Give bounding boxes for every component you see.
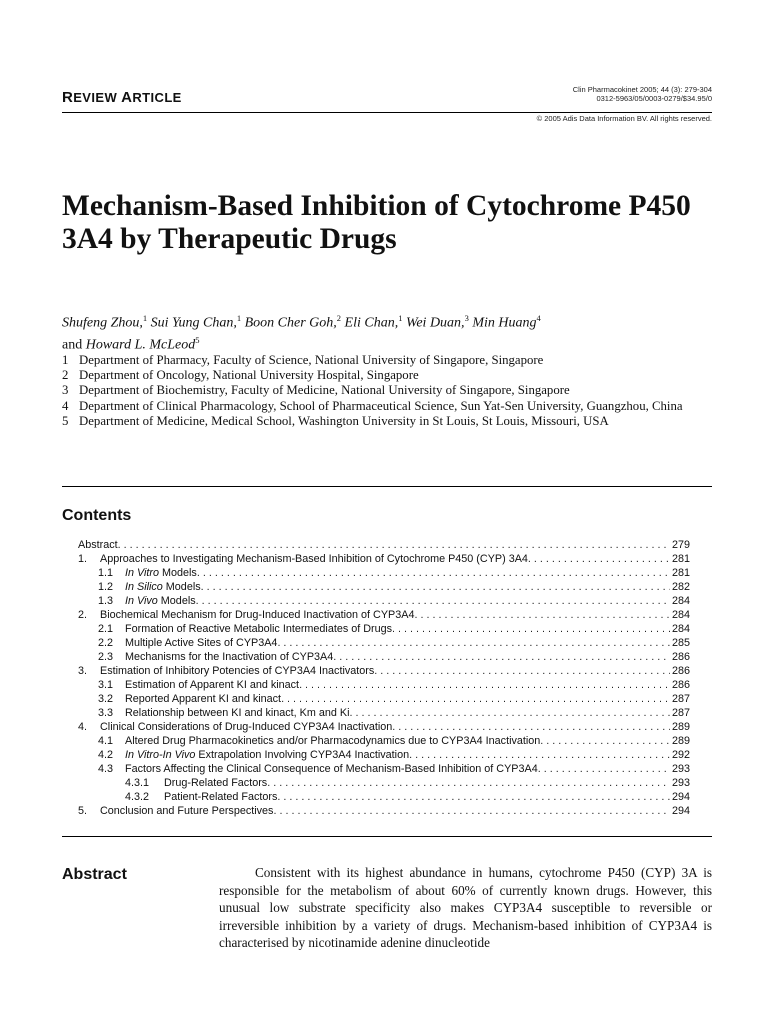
toc-entry[interactable] <box>78 748 690 762</box>
author-affiliation-ref: 1 <box>142 313 148 323</box>
toc-title <box>78 538 118 552</box>
toc-title <box>125 580 201 594</box>
toc-entry[interactable] <box>78 678 690 692</box>
article-title: Mechanism-Based Inhibition of Cytochrome P450 3A4 by Therapeutic Drugs <box>62 190 691 255</box>
toc-title-part: Approaches to Investigating Mechanism-Based Inhibition of Cytochrome P450 (CYP) 3A4 <box>100 553 528 565</box>
affiliation-list <box>62 353 712 429</box>
section-label-rest: RTICLE <box>132 90 182 105</box>
author-list <box>62 310 712 353</box>
toc-entry[interactable] <box>78 580 690 594</box>
toc-entry[interactable] <box>78 734 690 748</box>
toc-number: 1. <box>78 553 88 565</box>
toc-page-number: 294 <box>671 805 690 817</box>
toc-leader-dots <box>392 622 670 636</box>
journal-line-2: 0312-5963/05/0003-0279/$34.95/0 <box>596 93 712 103</box>
toc-title <box>125 762 538 776</box>
toc-page-number: 279 <box>671 539 690 551</box>
author-name: Howard L. McLeod <box>85 337 196 353</box>
toc-entry[interactable] <box>78 594 690 608</box>
toc-title <box>125 706 349 720</box>
author-name: Sui Yung Chan, <box>150 315 237 331</box>
toc-leader-dots <box>392 720 670 734</box>
affiliation-item <box>62 368 712 383</box>
toc-title-part: Models <box>162 581 201 593</box>
toc-title-part: Biochemical Mechanism for Drug-Induced Inactivation of CYP3A4 <box>100 609 415 621</box>
toc-title-part: Conclusion and Future Perspectives <box>100 805 274 817</box>
toc-entry[interactable] <box>78 692 690 706</box>
toc-number: 4.3.2 <box>125 791 150 803</box>
toc-number: 1.1 <box>98 567 114 579</box>
toc-leader-dots <box>349 706 670 720</box>
toc-title <box>100 720 392 734</box>
toc-entry[interactable] <box>78 664 690 678</box>
author-affiliation-ref: 1 <box>398 313 403 323</box>
affiliation-number: 2 <box>62 368 69 383</box>
affiliation-number: 5 <box>62 413 69 428</box>
toc-number: 2. <box>78 609 88 621</box>
toc-number: 3.3 <box>98 707 114 719</box>
toc-title-part: Estimation of Apparent KI and kinact <box>125 679 300 691</box>
toc-title <box>125 748 409 762</box>
toc-leader-dots <box>118 538 670 552</box>
journal-citation <box>573 86 712 103</box>
toc-title-part: Patient-Related Factors <box>164 791 278 803</box>
divider <box>62 486 712 487</box>
toc-entry[interactable] <box>78 804 690 818</box>
toc-page-number: 289 <box>671 735 690 747</box>
affiliation-item <box>62 353 712 368</box>
author-affiliation-ref: 3 <box>464 313 469 323</box>
toc-number: 4.1 <box>98 735 114 747</box>
toc-entry[interactable] <box>78 538 690 552</box>
toc-page-number: 284 <box>671 609 690 621</box>
affiliation-number: 3 <box>62 383 69 398</box>
toc-title-part: Models <box>159 567 197 579</box>
toc-entry[interactable] <box>78 650 690 664</box>
author-affiliation-ref: 4 <box>536 313 541 323</box>
toc-leader-dots <box>196 594 670 608</box>
toc-title <box>125 734 540 748</box>
affiliation-number: 4 <box>62 398 69 413</box>
toc-entry[interactable] <box>78 552 690 566</box>
toc-number: 3. <box>78 665 88 677</box>
toc-title <box>100 664 374 678</box>
section-label-rest: EVIEW <box>73 90 118 105</box>
toc-title <box>164 790 277 804</box>
toc-title-part: Drug-Related Factors <box>164 777 268 789</box>
toc-page-number: 281 <box>671 567 690 579</box>
toc-page-number: 286 <box>671 679 690 691</box>
toc-title-part: Formation of Reactive Metabolic Intermediates of Drugs <box>125 623 393 635</box>
toc-title-part: In Silico <box>125 581 163 593</box>
affiliation-item <box>62 383 712 398</box>
toc-page-number: 294 <box>671 791 690 803</box>
toc-page-number: 284 <box>671 595 690 607</box>
toc-title-part: Estimation of Inhibitory Potencies of CYP3A4 Inactivators <box>100 665 375 677</box>
toc-page-number: 287 <box>671 693 690 705</box>
section-label <box>62 89 182 106</box>
toc-title <box>100 552 528 566</box>
toc-number: 4.2 <box>98 749 114 761</box>
author-name: Boon Cher Goh, <box>244 315 337 331</box>
toc-title <box>125 594 196 608</box>
toc-title-part: Models <box>157 595 196 607</box>
toc-page-number: 284 <box>671 623 690 635</box>
toc-page-number: 292 <box>671 749 690 761</box>
header-divider <box>62 112 712 113</box>
toc-number: 1.2 <box>98 581 114 593</box>
toc-title <box>125 622 392 636</box>
toc-page-number: 289 <box>671 721 690 733</box>
toc-page-number: 293 <box>671 777 690 789</box>
toc-page-number: 282 <box>671 581 690 593</box>
toc-entry[interactable] <box>78 776 690 790</box>
toc-title <box>125 566 197 580</box>
author-name: Wei Duan, <box>405 315 465 331</box>
toc-leader-dots <box>414 608 670 622</box>
toc-leader-dots <box>277 790 670 804</box>
toc-title <box>100 608 414 622</box>
toc-number: 2.1 <box>98 623 114 635</box>
toc-entry[interactable] <box>78 608 690 622</box>
toc-title-part: Extrapolation Involving CYP3A4 Inactivation <box>195 749 410 761</box>
author-affiliation-ref: 2 <box>336 313 342 323</box>
toc-page-number: 281 <box>671 553 690 565</box>
toc-title <box>125 636 277 650</box>
toc-leader-dots <box>197 566 670 580</box>
toc-leader-dots <box>277 636 670 650</box>
toc-leader-dots <box>201 580 670 594</box>
toc-title-part: Altered Drug Pharmacokinetics and/or Pharmacodynamics due to CYP3A4 Inactivation <box>125 735 541 747</box>
toc-number: 5. <box>78 805 88 817</box>
toc-page-number: 293 <box>671 763 690 775</box>
affiliation-text: Department of Oncology, National University Hospital, Singapore <box>79 368 419 383</box>
toc-leader-dots <box>540 734 670 748</box>
affiliation-text: Department of Medicine, Medical School, Washington University in St Louis, St Louis, Missouri, USA <box>79 413 609 428</box>
toc-number: 1.3 <box>98 595 114 607</box>
toc-number: 2.2 <box>98 637 114 649</box>
toc-entry[interactable] <box>78 790 690 804</box>
affiliation-item <box>62 399 712 414</box>
toc-title-part: Factors Affecting the Clinical Consequence of Mechanism-Based Inhibition of CYP3A4 <box>125 763 538 775</box>
toc-title-part: In Vivo <box>125 595 158 607</box>
toc-entry[interactable] <box>78 622 690 636</box>
table-of-contents <box>78 538 690 818</box>
abstract-text: Consistent with its highest abundance in humans, cytochrome P450 (CYP) 3A is responsible for the metabolism of about 60% of currently known drugs. However, this unusual low substrate specificity also makes CYP3A4 susceptible to reversible or irreversible inhibition by a variety of drugs. Mechanism-based inhibition of CYP3A4 is characterised by nicotinamide adenine dinucleotide <box>219 865 712 950</box>
toc-leader-dots <box>374 664 670 678</box>
toc-leader-dots <box>273 804 670 818</box>
author-name: Eli Chan, <box>344 315 399 331</box>
toc-leader-dots <box>281 692 670 706</box>
affiliation-item <box>62 414 712 429</box>
toc-title-part: Multiple Active Sites of CYP3A4 <box>125 637 278 649</box>
toc-entry[interactable] <box>78 762 690 776</box>
toc-number: 4.3 <box>98 763 114 775</box>
section-label-initial: A <box>121 89 133 106</box>
affiliation-text: Department of Clinical Pharmacology, School of Pharmaceutical Science, Sun Yat-Sen University, Guangzhou, China <box>79 398 683 413</box>
toc-title <box>125 678 299 692</box>
toc-title-part: In Vitro <box>125 567 160 579</box>
toc-leader-dots <box>538 762 670 776</box>
contents-heading: Contents <box>62 507 132 524</box>
toc-title <box>100 804 273 818</box>
copyright-notice: © 2005 Adis Data Information BV. All rights reserved. <box>536 114 712 123</box>
toc-leader-dots <box>528 552 670 566</box>
toc-title <box>164 776 267 790</box>
toc-leader-dots <box>299 678 670 692</box>
toc-title-part: Clinical Considerations of Drug-Induced CYP3A4 Inactivation <box>100 721 393 733</box>
section-label-initial: R <box>62 89 74 106</box>
toc-entry[interactable] <box>78 636 690 650</box>
toc-page-number: 286 <box>671 651 690 663</box>
affiliation-text: Department of Biochemistry, Faculty of Medicine, National University of Singapore, Singapore <box>79 383 570 398</box>
journal-line-1: Clin Pharmacokinet 2005; 44 (3): 279-304 <box>572 85 712 94</box>
toc-number: 3.2 <box>98 693 114 705</box>
affiliation-text: Department of Pharmacy, Faculty of Science, National University of Singapore, Singapore <box>79 353 544 367</box>
toc-leader-dots <box>333 650 670 664</box>
toc-leader-dots <box>267 776 670 790</box>
toc-number: 4.3.1 <box>125 777 150 789</box>
author-name: Min Huang <box>472 315 537 331</box>
toc-entry[interactable] <box>78 706 690 720</box>
toc-entry[interactable] <box>78 720 690 734</box>
toc-page-number: 287 <box>671 707 690 719</box>
toc-number: 3.1 <box>98 679 114 691</box>
affiliation-number: 1 <box>62 353 69 367</box>
toc-title <box>125 650 333 664</box>
toc-title-part: Relationship between KI and kinact, Km and Ki <box>125 707 350 719</box>
toc-leader-dots <box>409 748 670 762</box>
toc-page-number: 286 <box>671 665 690 677</box>
author-affiliation-ref: 1 <box>236 313 242 323</box>
toc-entry[interactable] <box>78 566 690 580</box>
toc-title-part: Abstract <box>78 539 118 551</box>
author-name: Shufeng Zhou, <box>62 315 143 331</box>
abstract-heading: Abstract <box>62 866 127 883</box>
toc-title-part: In Vitro-In Vivo <box>125 749 196 761</box>
author-conjunction: and <box>62 337 83 353</box>
divider <box>62 836 712 837</box>
toc-number: 2.3 <box>98 651 114 663</box>
toc-number: 4. <box>78 721 88 733</box>
author-affiliation-ref: 5 <box>195 334 200 345</box>
toc-title <box>125 692 281 706</box>
toc-title-part: Reported Apparent KI and kinact <box>125 693 282 705</box>
toc-title-part: Mechanisms for the Inactivation of CYP3A4 <box>125 651 334 663</box>
toc-page-number: 285 <box>671 637 690 649</box>
